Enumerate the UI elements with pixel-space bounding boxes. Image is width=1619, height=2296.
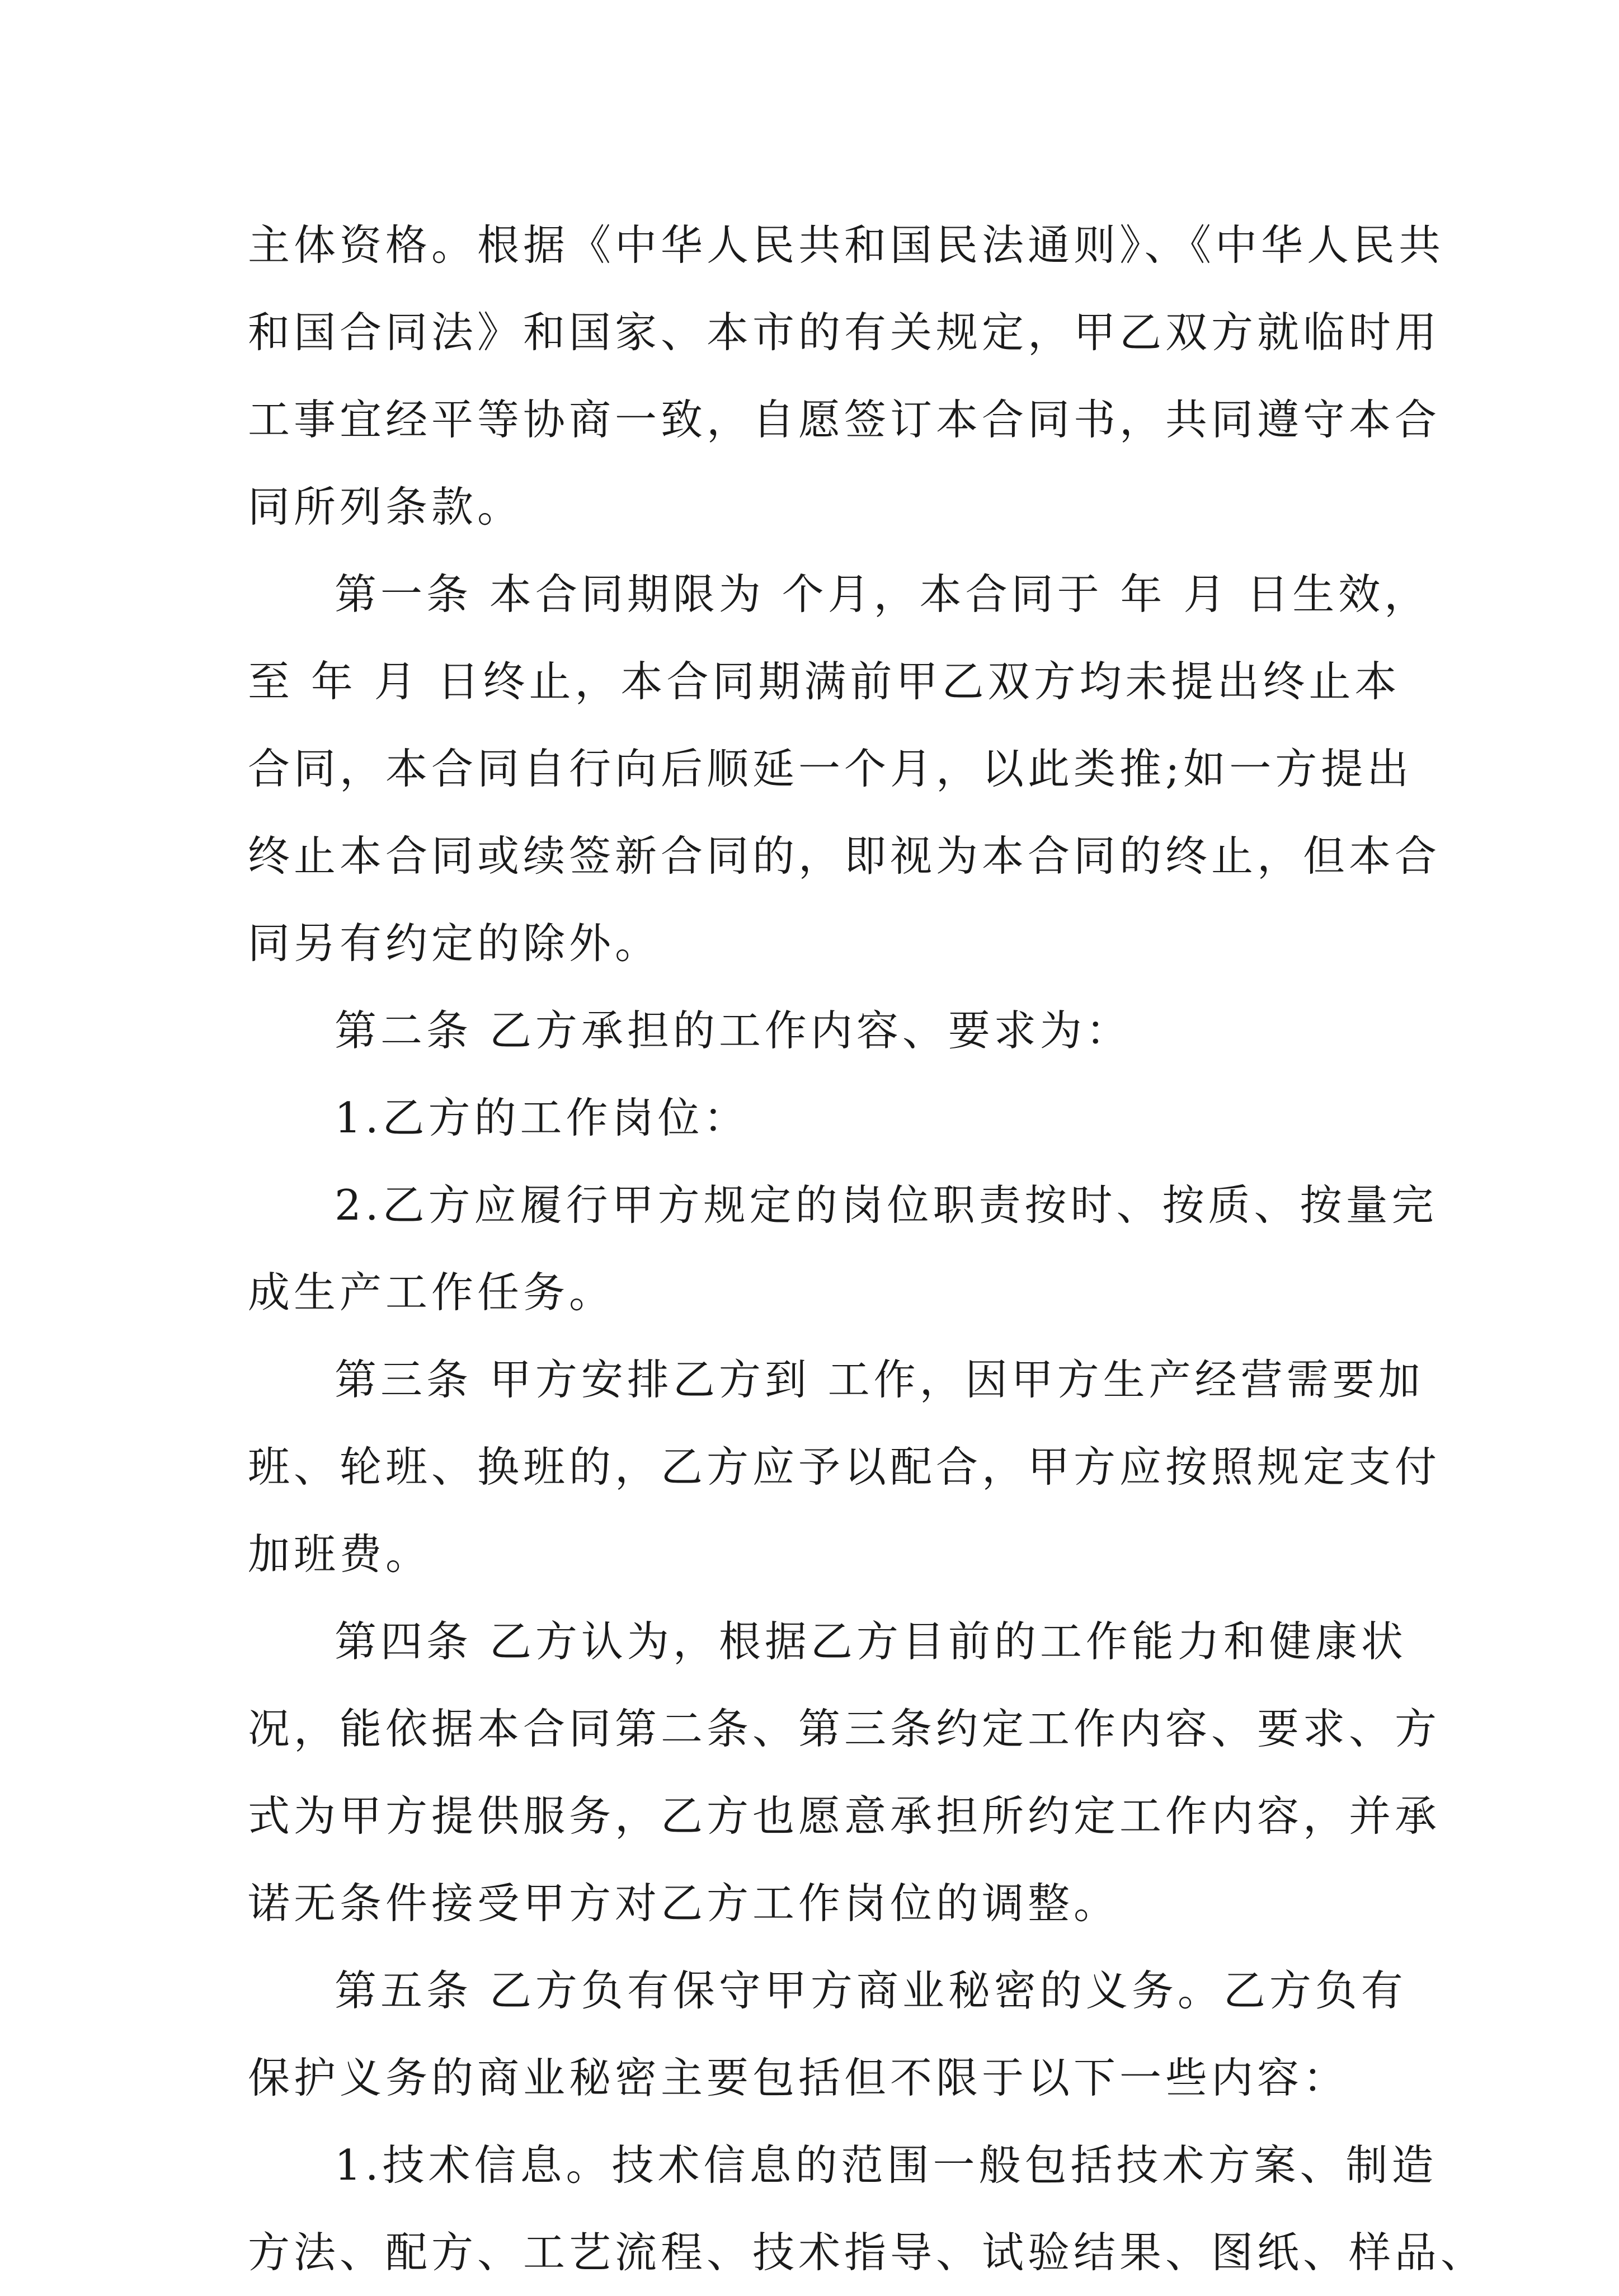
text-line: 成生产工作任务。 [248,1268,615,1317]
article-4-heading-line: 第四条 乙方认为，根据乙方目前的工作能力和健康状 [335,1617,1407,1666]
text-line: 合同，本合同自行向后顺延一个月，以此类推;如一方提出 [248,744,1413,793]
text-line: 加班费。 [248,1530,432,1579]
article-1-heading-line: 第一条 本合同期限为 个月，本合同于 年 月 日生效， [335,570,1430,619]
list-item-line: 1.乙方的工作岗位： [335,1093,750,1142]
article-5-heading-line: 第五条 乙方负有保守甲方商业秘密的义务。乙方负有 [335,1966,1407,2015]
text-line: 式为甲方提供服务，乙方也愿意承担所约定工作内容，并承 [248,1791,1441,1841]
text-line: 保护义务的商业秘密主要包括但不限于以下一些内容： [248,2053,1349,2102]
contract-body [248,201,1487,2296]
article-3-heading-line: 第三条 甲方安排乙方到 工作，因甲方生产经营需要加 [335,1355,1424,1404]
text-line: 诺无条件接受甲方对乙方工作岗位的调整。 [248,1879,1120,1928]
text-line: 同另有约定的除外。 [248,919,661,968]
text-line: 班、轮班、换班的，乙方应予以配合，甲方应按照规定支付 [248,1442,1441,1492]
text-line: 至 年 月 日终止，本合同期满前甲乙双方均未提出终止本 [248,657,1401,706]
text-line: 和国合同法》和国家、本市的有关规定，甲乙双方就临时用 [248,308,1441,357]
text-line: 终止本合同或续签新合同的，即视为本合同的终止，但本合 [248,831,1441,881]
text-line: 同所列条款。 [248,482,524,531]
text-line: 工事宜经平等协商一致，自愿签订本合同书，共同遵守本合 [248,395,1441,444]
list-item-line: 1.技术信息。技术信息的范围一般包括技术方案、制造 [335,2140,1438,2190]
text-line: 方法、配方、工艺流程、技术指导、试验结果、图纸、样品、 [248,2228,1487,2277]
text-line: 况，能依据本合同第二条、第三条约定工作内容、要求、方 [248,1704,1441,1753]
list-item-line: 2.乙方应履行甲方规定的岗位职责按时、按质、按量完 [335,1180,1438,1230]
text-line: 主体资格。根据《中华人民共和国民法通则》、《中华人民共 [248,220,1445,270]
article-2-heading-line: 第二条 乙方承担的工作内容、要求为： [335,1006,1132,1055]
